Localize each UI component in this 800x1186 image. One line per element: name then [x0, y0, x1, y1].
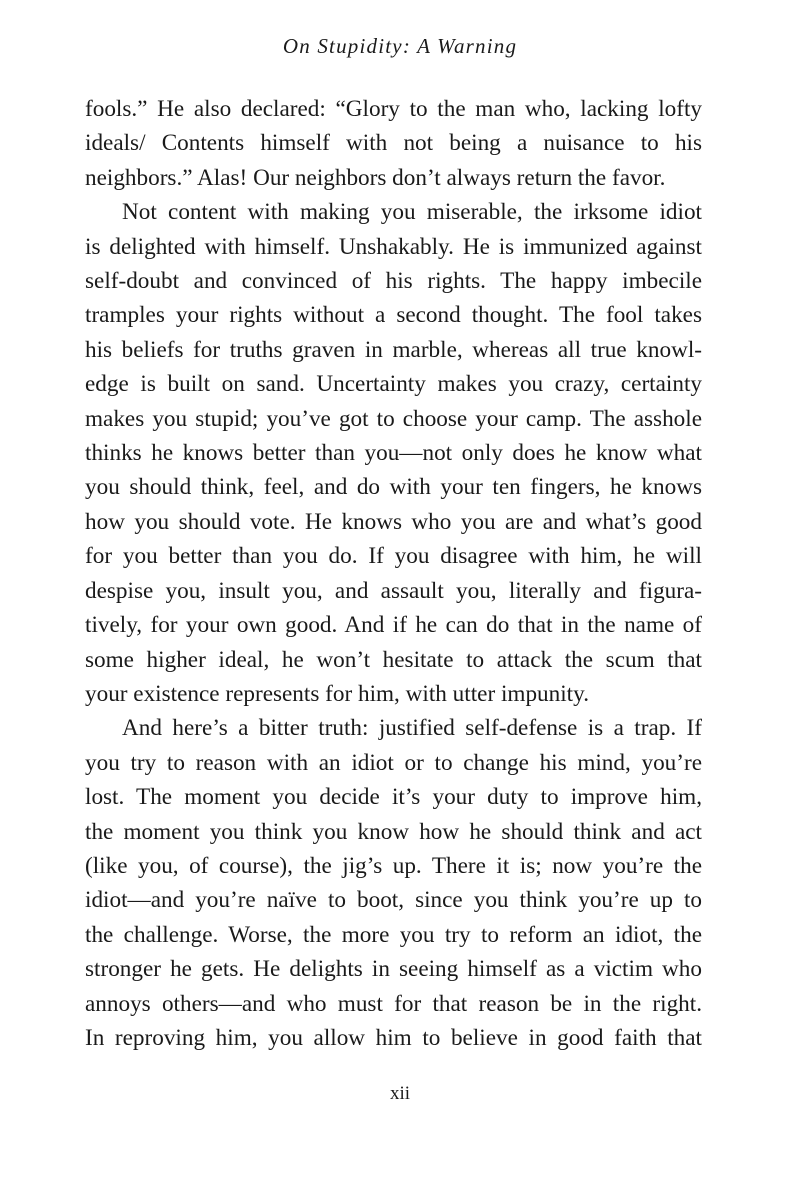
page-number: xii	[389, 1083, 411, 1104]
text-line: idiot—and you’re naïve to boot, since you think you’re up to	[85, 887, 702, 914]
text-line: for you better than you do. If you disagree with him, he will	[85, 543, 702, 570]
text-line: annoys others—and who must for that reason be in the right.	[85, 990, 702, 1017]
text-line: In reproving him, you allow him to believe in good faith that	[85, 1024, 702, 1051]
body-text	[85, 92, 702, 1055]
text-line: neighbors.” Alas! Our neighbors don’t always return the favor.	[85, 164, 666, 191]
text-line: And here’s a bitter truth: justified self-defense is a trap. If	[122, 715, 702, 742]
text-line: (like you, of course), the jig’s up. There it is; now you’re the	[85, 852, 702, 879]
text-line: your existence represents for him, with utter impunity.	[85, 680, 589, 707]
text-line: self-doubt and convinced of his rights. The happy imbecile	[85, 268, 702, 295]
text-line: you should think, feel, and do with your ten fingers, he knows	[85, 474, 702, 501]
text-line: stronger he gets. He delights in seeing himself as a victim who	[85, 956, 702, 983]
running-head: On Stupidity: A Warning	[282, 34, 518, 58]
text-line: ideals/ Contents himself with not being a nuisance to his	[85, 130, 702, 157]
text-line: fools.” He also declared: “Glory to the man who, lacking lofty	[85, 96, 702, 122]
text-line: makes you stupid; you’ve got to choose your camp. The asshole	[85, 405, 702, 432]
text-line: despise you, insult you, and assault you, literally and figura-	[85, 577, 702, 604]
text-line: thinks he knows better than you—not only does he know what	[85, 440, 702, 467]
text-line: you try to reason with an idiot or to change his mind, you’re	[85, 749, 702, 776]
text-line: the moment you think you know how he should think and act	[85, 818, 702, 845]
text-line: tramples your rights without a second thought. The fool takes	[85, 302, 702, 329]
text-line: edge is built on sand. Uncertainty makes you crazy, certainty	[85, 371, 702, 398]
text-line: is delighted with himself. Unshakably. He is immunized against	[85, 233, 702, 260]
text-line: some higher ideal, he won’t hesitate to attack the scum that	[85, 646, 702, 673]
text-line: lost. The moment you decide it’s your duty to improve him,	[85, 784, 702, 811]
text-line: how you should vote. He knows who you are and what’s good	[85, 508, 702, 535]
text-line: the challenge. Worse, the more you try to reform an idiot, the	[85, 921, 702, 948]
text-line: Not content with making you miserable, the irksome idiot	[122, 199, 702, 226]
text-line: tively, for your own good. And if he can do that in the name of	[85, 612, 702, 639]
text-line: his beliefs for truths graven in marble, whereas all true knowl-	[85, 336, 702, 363]
